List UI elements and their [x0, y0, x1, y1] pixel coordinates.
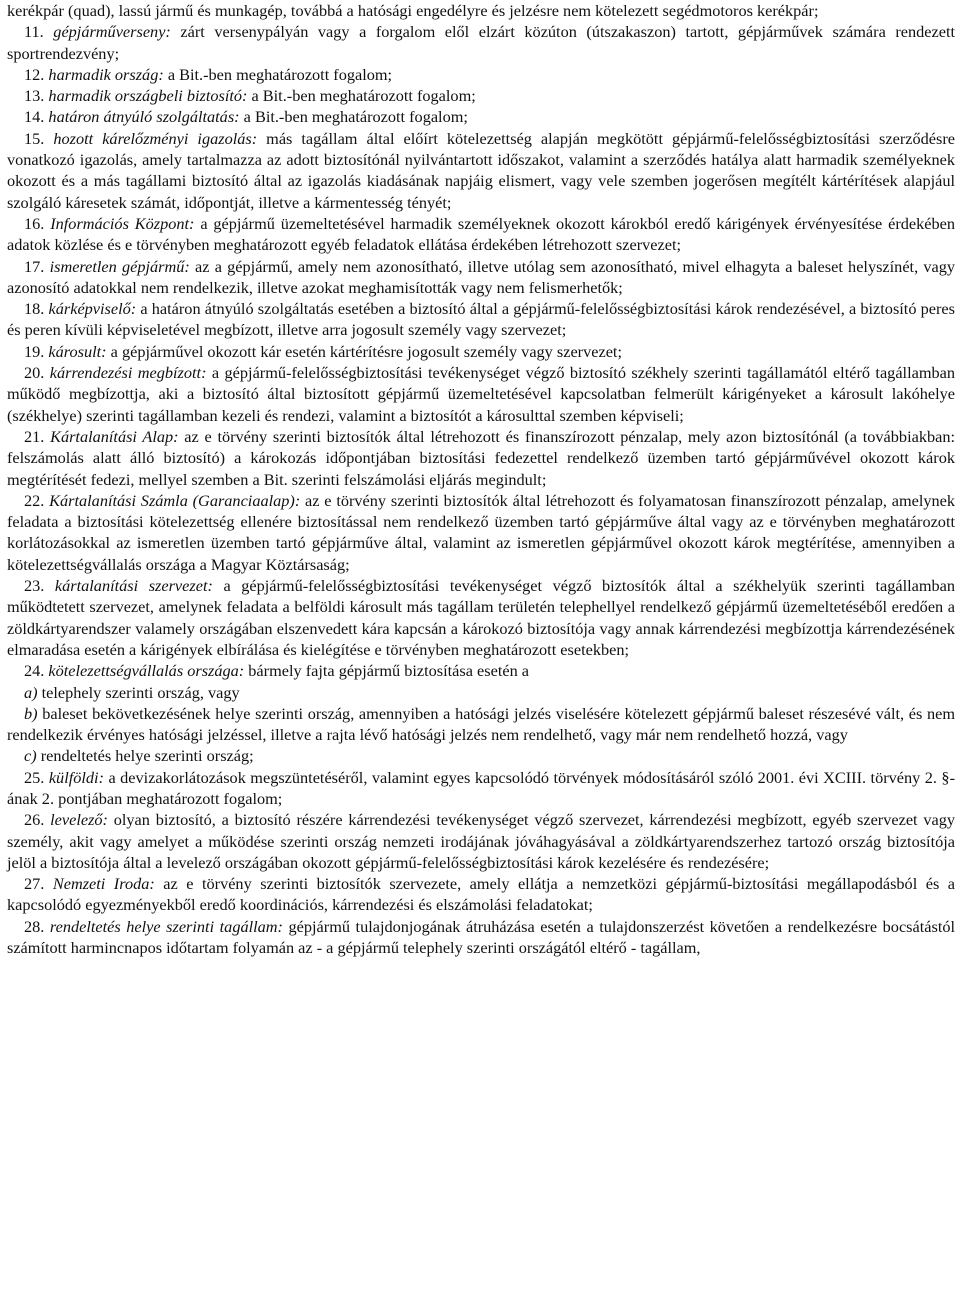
definition-26 [7, 809, 955, 873]
definition-28 [7, 916, 955, 959]
definition-number: 16. [24, 213, 51, 233]
definition-25 [7, 767, 955, 810]
definition-15 [7, 128, 955, 213]
definition-number: 27. [24, 874, 53, 894]
definition-text: gépjármű tulajdonjogának átruházása esetén a tulajdonszerzést követően a rendelkezésre bocsátástól számított harmincnapos időtartam folyamán az - a gépjármű telephely szerinti országától eltérő - tagállam, [7, 916, 956, 958]
definition-term: harmadik országbeli biztosító: [48, 86, 248, 106]
definition-24-a [7, 682, 955, 703]
definition-17 [7, 256, 955, 299]
definition-11 [7, 21, 955, 64]
definition-18 [7, 298, 955, 341]
subpoint-text: baleset bekövetkezésének helye szerinti ország, amennyiben a hatósági jelzés viselésére kötelezett gépjármű baleset részesévé vált, és nem rendelkezik érvényes hatósági jelzéssel, illetve a rajta lévő hatósági jelzés nem rendelhető, vagy már nem rendelhető hozzá, vagy [7, 703, 955, 745]
subpoint-text: telephely szerinti ország, vagy [37, 682, 240, 702]
definition-term: Információs Központ: [50, 213, 195, 233]
definition-term: hozott kárelőzményi igazolás: [53, 128, 258, 148]
definition-text: olyan biztosító, a biztosító részére kárrendezési tevékenységet végző szervezet, kárrendezési megbízott, egyéb szervezet vagy személy, akit vagy amelyet a működése szerinti ország nemzeti irodájának jóváhagyásával a zöldkártyarendszerhez tartozó ország biztosítója jelöl a biztosítója által a levelező országában okozott gépjármű-felelősségbiztosítási károk kezelésére és rendezésére; [7, 810, 955, 872]
definition-term: Kártalanítási Számla (Garanciaalap): [49, 490, 301, 510]
subpoint-text: rendeltetés helye szerinti ország; [36, 746, 254, 766]
definition-14 [7, 106, 955, 127]
definition-text: az e törvény szerinti biztosítók által létrehozott és folyamatosan finanszírozott pénzalap, amelynek feladata a biztosítási kötelezettség ellenére biztosítással nem rendelkező üzemben tartó gépjárműve által vagy az e törvényben meghatározott korlátozásokkal az ismeretlen üzemben tartó gépjárműve által, valamint az ismeretlen gépjárművel okozott károk megtérítése, amennyiben a kötelezettségvállalás országa a Magyar Köztársaság; [7, 490, 956, 574]
definition-16 [7, 213, 955, 256]
definition-13 [7, 85, 955, 106]
definition-term: kárrendezési megbízott: [49, 363, 207, 383]
definition-22 [7, 490, 955, 575]
definition-term: külföldi: [48, 767, 104, 787]
definition-term: kártalanítási szervezet: [54, 576, 213, 596]
definition-text: a gépjárművel okozott kár esetén kártérítésre jogosult személy vagy szervezet; [106, 341, 622, 361]
definition-number: 11. [24, 22, 54, 42]
definition-text: a Bit.-ben meghatározott fogalom; [163, 64, 393, 84]
definition-12 [7, 64, 955, 85]
definition-text: a Bit.-ben meghatározott fogalom; [239, 107, 468, 127]
definition-text: a devizakorlátozások megszüntetéséről, valamint egyes kapcsolódó törvények módosításáról szóló 2001. évi XCIII. törvény 2. §-ának 2. pontjában meghatározott fogalom; [7, 767, 955, 808]
definition-text: az e törvény szerinti biztosítók által létrehozott és finanszírozott pénzalap, mely azon biztosítónál (a továbbiakban: felszámolás alatt álló biztosító) a károkozás időpontjában biztosítási fedezettel rendelkező üzemben tartó gépjárművével okozott károk megtérítését fedezi, mellyel szemben a Bit. szerinti felszámolási eljárás megindult; [7, 426, 955, 489]
definition-number: 12. [24, 64, 49, 84]
definition-text: a Bit.-ben meghatározott fogalom; [247, 86, 476, 106]
definition-24-c [7, 745, 955, 766]
subpoint-letter: b) [24, 703, 38, 723]
definition-number: 18. [24, 299, 49, 319]
definition-term: kötelezettségvállalás országa: [48, 661, 245, 681]
definition-21 [7, 426, 955, 490]
definition-number: 17. [24, 256, 50, 276]
definition-number: 20. [24, 363, 50, 383]
paragraph-continuation [7, 0, 955, 21]
definition-text: a gépjármű üzemeltetésével harmadik személyeknek okozott károkból eredő kárigények érvényesítése érdekében adatok közlése és e törvényben meghatározott egyéb feladatok ellátása érdekében létrehozott szervezet; [7, 213, 955, 255]
subpoint-letter: c) [24, 746, 37, 766]
definition-number: 19. [24, 341, 49, 361]
definition-text: a gépjármű-felelősségbiztosítási tevékenységet végző biztosítók által a székhelyük szerinti tagállamban működtetett szervezet, amelynek feladata a belföldi károsult más tagállam területén telephellyel rendelkező gépjármű üzemeltetéséből eredően a zöldkártyarendszer valamely országában elszenvedett kára kapcsán a károkozó biztosítója vagy annak kárrendezési megbízottja kárrendezésének elmaradása esetén a kárigények elbírálása és kielégítése e törvényben meghatározott esetekben; [7, 576, 956, 659]
definition-term: kárképviselő: [48, 299, 137, 319]
definition-number: 26. [24, 810, 51, 830]
definition-text: az e törvény szerinti biztosítók szervezete, amely ellátja a nemzetközi gépjármű-biztosítási megállapodásból és a kapcsolódó egyezményekből eredő koordinációs, kárrendezési és elszámolási feladatokat; [7, 874, 956, 915]
definition-term: gépjárműverseny: [53, 22, 171, 42]
definition-number: 25. [24, 767, 49, 787]
definition-20 [7, 362, 955, 426]
definition-number: 22. [24, 490, 50, 510]
definition-text: a határon átnyúló szolgáltatás esetében a biztosító által a gépjármű-felelősségbiztosítási károk rendezésével, a biztosító peres és peren kívüli képviseletével megbízott, illetve arra jogosult személy vagy szervezet; [7, 299, 955, 340]
subpoint-letter: a) [24, 682, 38, 702]
definition-19 [7, 341, 955, 362]
definition-text: más tagállam által előírt kötelezettség alapján megkötött gépjármű-felelősségbiztosítási szerződésre vonatkozó igazolás, amely tartalmazza az adott biztosítónál nyilvántartott időszakot, valamint a szerződés hatálya alatt harmadik személyeknek okozott és a más tagállami biztosító által az igazolás kiadásának napjáig elismert, vagy vele szemben jogerősen megítélt kártérítések alapjául szolgáló káresetek számát, időpontját, illetve a kármentesség tényét; [7, 128, 955, 212]
definition-number: 28. [24, 916, 50, 936]
definition-term: Nemzeti Iroda: [52, 874, 155, 894]
definition-27 [7, 873, 955, 916]
definition-term: harmadik ország: [48, 64, 164, 84]
definition-number: 21. [24, 426, 51, 446]
definition-24 [7, 660, 955, 681]
definition-24-b [7, 703, 955, 746]
definition-term: határon átnyúló szolgáltatás: [48, 107, 240, 127]
paragraph-text: kerékpár (quad), lassú jármű és munkagép, továbbá a hatósági engedélyre és jelzésre nem kötelezett segédmotoros kerékpár; [7, 1, 819, 20]
definition-term: ismeretlen gépjármű: [49, 256, 190, 276]
definition-number: 24. [24, 661, 49, 681]
definition-number: 13. [24, 86, 49, 106]
definition-text: az a gépjármű, amely nem azonosítható, illetve utólag sem azonosítható, mivel elhagyta a baleset helyszínét, vagy azonosító adatokkal nem rendelkezik, illetve azokat meghamisították vagy nem felismerhetők; [7, 256, 956, 297]
definition-term: Kártalanítási Alap: [50, 426, 179, 446]
definition-term: rendeltetés helye szerinti tagállam: [49, 916, 283, 936]
definition-text: zárt versenypályán vagy a forgalom elől elzárt közúton (útszakaszon) tartott, gépjárművek számára rendezett sportrendezvény; [7, 22, 955, 63]
definition-text: a gépjármű-felelősségbiztosítási tevékenységet végző biztosító székhely szerinti tagállamától eltérő tagállamban működő megbízottja, aki a biztosító által biztosított gépjármű üzemeltetésével kapcsolatban felmerült kárigényeket a károsult lakóhelye (székhelye) szerinti tagállamban kezeli és rendezi, valamint a biztosítót a károsulttal szemben képviseli; [7, 363, 955, 425]
definition-term: levelező: [50, 810, 108, 830]
definition-number: 23. [24, 576, 55, 596]
definition-text: bármely fajta gépjármű biztosítása esetén a [244, 661, 530, 681]
definition-term: károsult: [48, 341, 107, 361]
definition-23 [7, 575, 955, 660]
definition-number: 15. [24, 128, 54, 148]
definition-number: 14. [24, 107, 49, 127]
